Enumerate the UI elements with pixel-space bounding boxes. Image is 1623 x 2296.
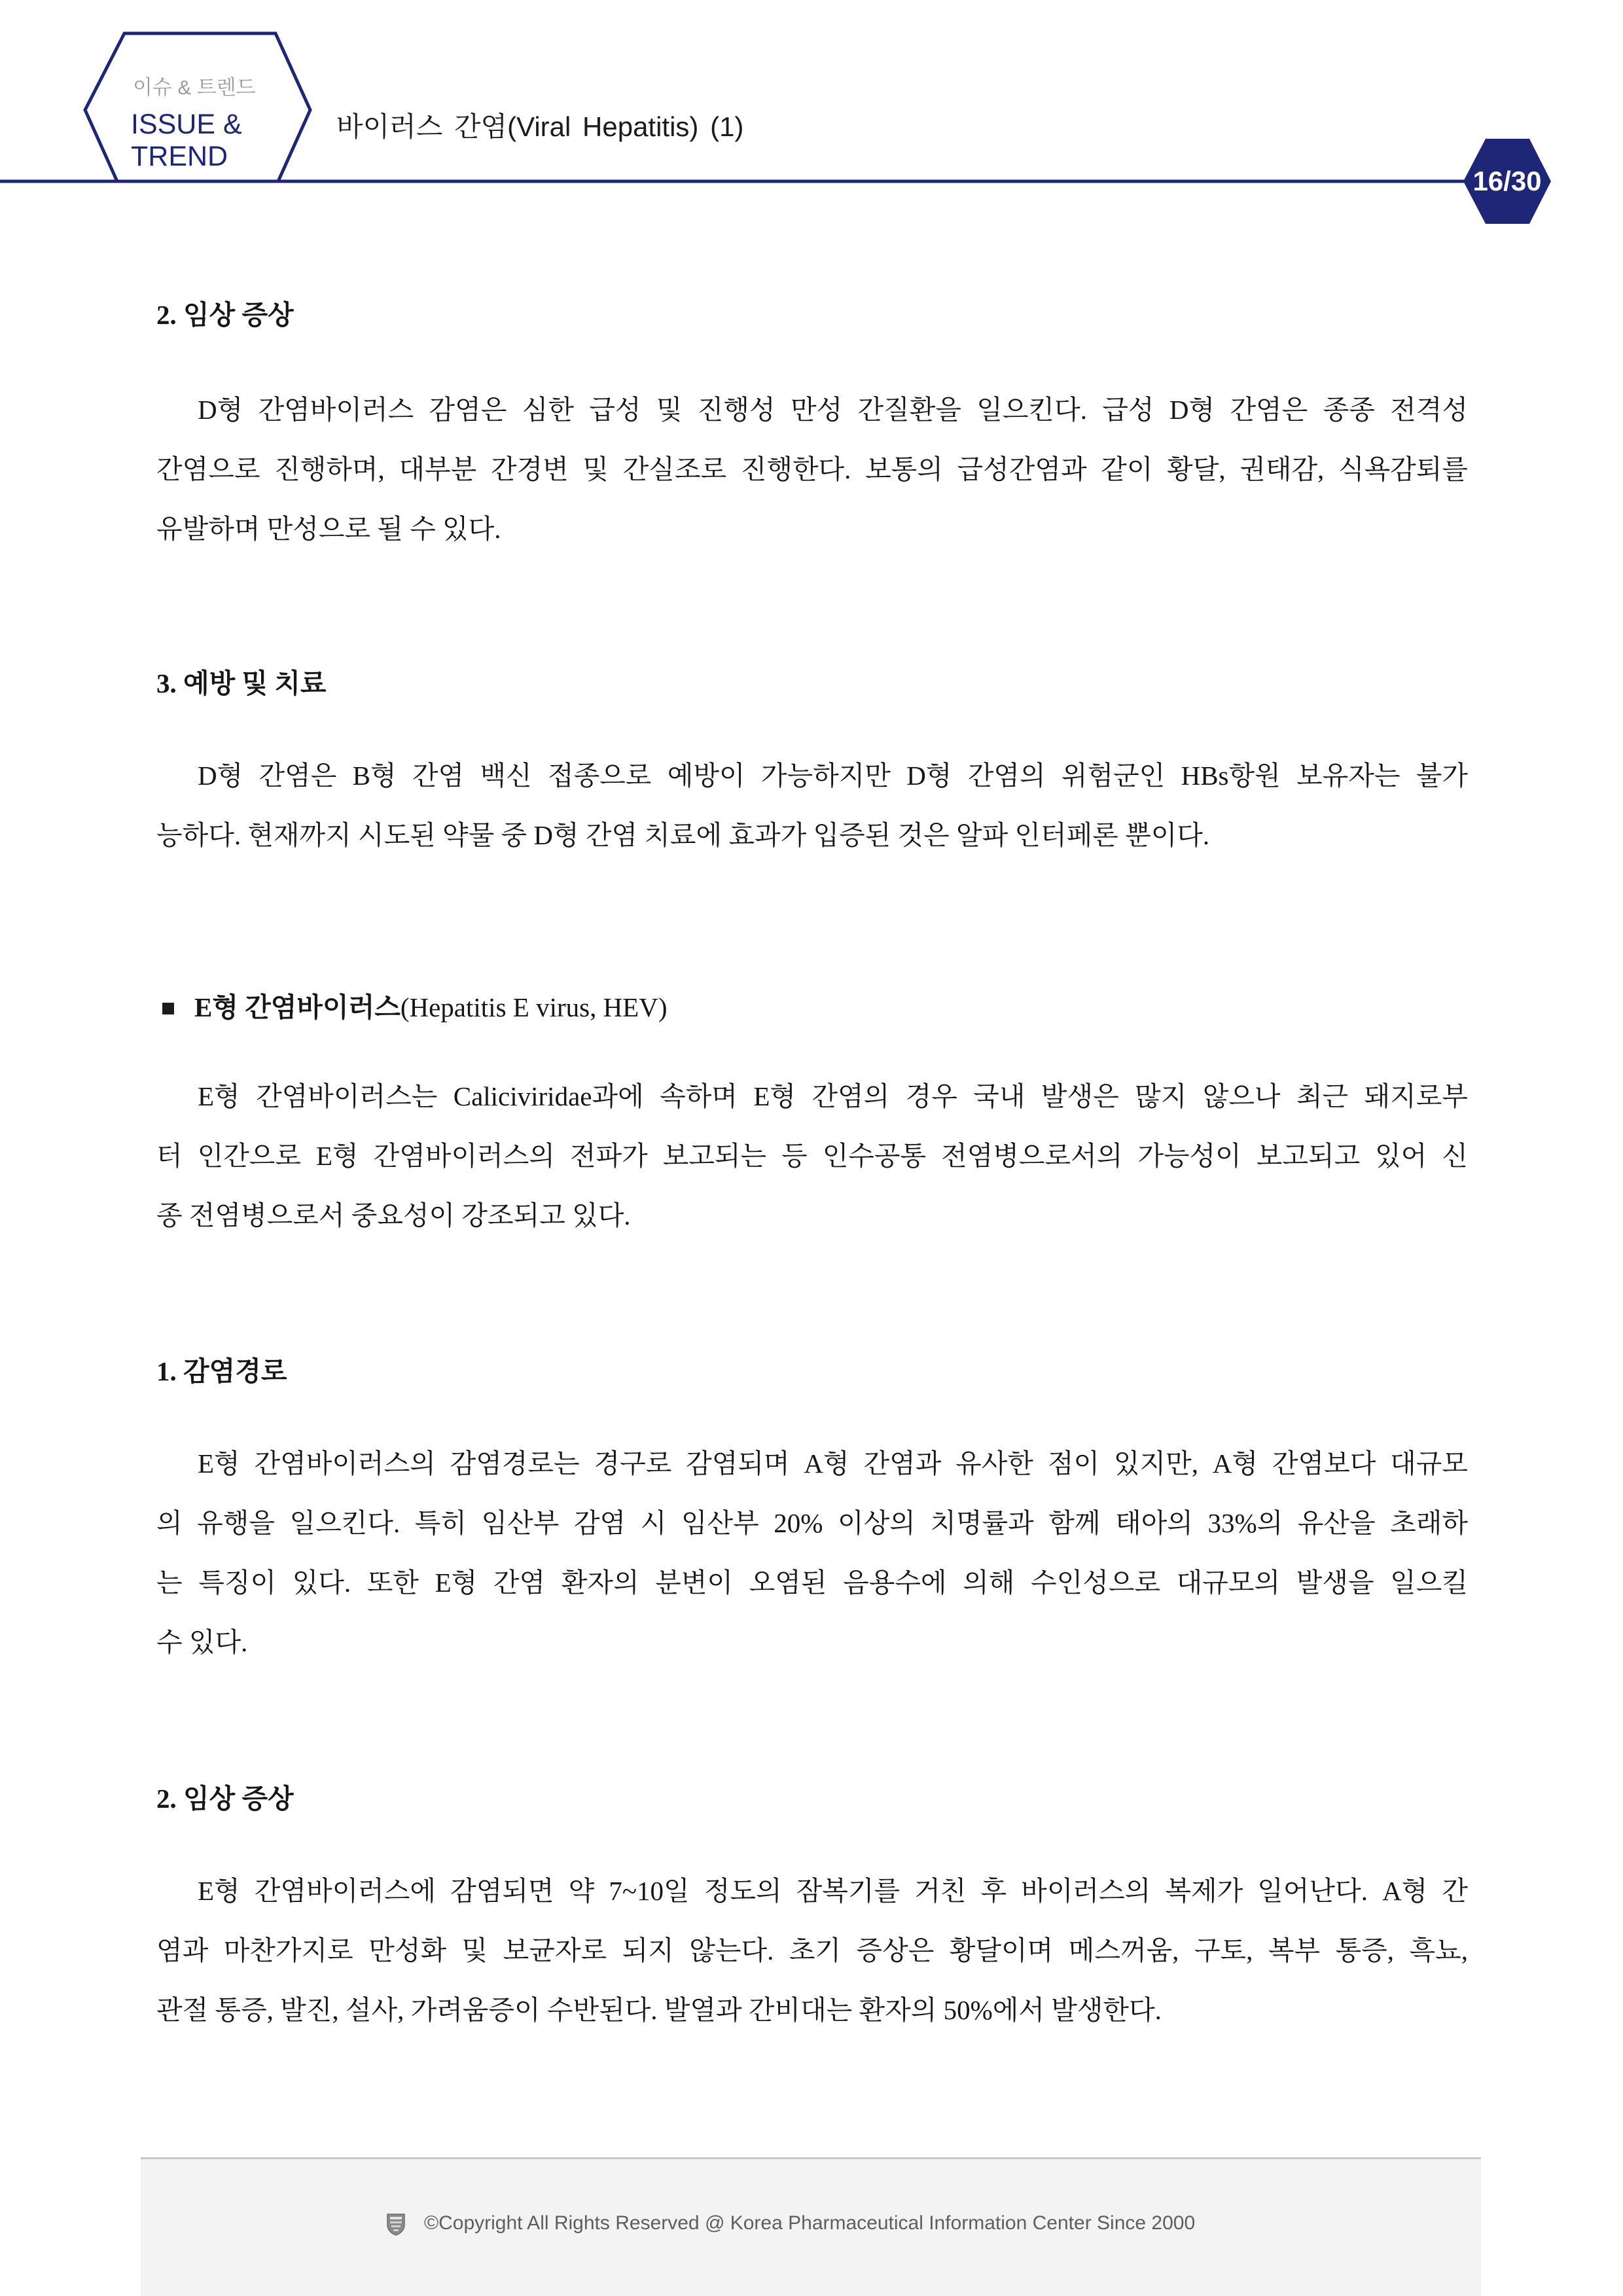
paragraph-line: 유발하며 만성으로 될 수 있다. — [156, 514, 501, 544]
paragraph-e-clinical-symptoms — [156, 1861, 1468, 2040]
paragraph-line: 수 있다. — [156, 1627, 248, 1657]
paragraph-line: 는 특징이 있다. 또한 E형 간염 환자의 분변이 오염된 음용수에 의해 수인성으로 대규모의 발생을 일으킬 — [156, 1568, 1468, 1598]
logo-trend-label: TREND — [131, 141, 228, 172]
paragraph-line: E형 간염바이러스의 감염경로는 경구로 감염되며 A형 간염과 유사한 점이 있지만, A형 간염보다 대규모 — [198, 1448, 1468, 1479]
kpic-crest-icon — [386, 2213, 406, 2236]
page-number: 16/30 — [1472, 166, 1542, 196]
document-title: 바이러스 간염(Viral Hepatitis) (1) — [336, 111, 744, 142]
square-bullet-icon — [162, 1003, 174, 1014]
section-heading-d-prevention-treatment: 3. 예방 및 치료 — [156, 668, 327, 698]
paragraph-line: E형 간염바이러스에 감염되면 약 7~10일 정도의 잠복기를 거친 후 바이러스의 복제가 일어난다. A형 간 — [198, 1876, 1468, 1906]
paragraph-line: 터 인간으로 E형 간염바이러스의 전파가 보고되는 등 인수공통 전염병으로서의 가능성이 보고되고 있어 신 — [156, 1141, 1468, 1171]
paragraph-line: 간염으로 진행하며, 대부분 간경변 및 간실조로 진행한다. 보통의 급성간염과 같이 황달, 권태감, 식욕감퇴를 — [156, 454, 1468, 484]
paragraph-line: 염과 마찬가지로 만성화 및 보균자로 되지 않는다. 초기 증상은 황달이며 메스꺼움, 구토, 복부 통증, 흑뇨, — [156, 1935, 1468, 1965]
logo-issue-label: ISSUE & — [131, 109, 242, 140]
section-heading-hev — [162, 978, 667, 1037]
paragraph-d-clinical-symptoms — [156, 380, 1468, 559]
hev-heading-latin-name: (Hepatitis E virus, HEV) — [400, 992, 668, 1022]
paragraph-line: E형 간염바이러스는 Caliciviridae과에 속하며 E형 간염의 경우 국내 발생은 많지 않으나 최근 돼지로부 — [198, 1081, 1468, 1111]
header-graphics — [0, 0, 1623, 262]
paragraph-d-prevention-treatment — [156, 746, 1468, 865]
section-heading-e-transmission-route: 1. 감염경로 — [156, 1356, 287, 1386]
paragraph-line: D형 간염은 B형 간염 백신 접종으로 예방이 가능하지만 D형 간염의 위험군인 HBs항원 보유자는 불가 — [198, 761, 1468, 791]
paragraph-line: 능하다. 현재까지 시도된 약물 중 D형 간염 치료에 효과가 입증된 것은 알파 인터페론 뿐이다. — [156, 820, 1210, 850]
paragraph-line: 의 유행을 일으킨다. 특히 임산부 감염 시 임산부 20% 이상의 치명률과 함께 태아의 33%의 유산을 초래하 — [156, 1508, 1468, 1538]
paragraph-line: 종 전염병으로서 중요성이 강조되고 있다. — [156, 1200, 631, 1230]
paragraph-line: D형 간염바이러스 감염은 심한 급성 및 진행성 만성 간질환을 일으킨다. 급성 D형 간염은 종종 전격성 — [198, 395, 1468, 425]
page-footer — [141, 2157, 1481, 2296]
section-heading-d-clinical-symptoms: 2. 임상 증상 — [156, 300, 294, 330]
paragraph-hev-overview — [156, 1067, 1468, 1246]
section-heading-e-clinical-symptoms: 2. 임상 증상 — [156, 1784, 294, 1814]
copyright-text: ©Copyright All Rights Reserved @ Korea Pharmaceutical Information Center Since 2000 — [424, 2212, 1196, 2234]
hev-heading-title: E형 간염바이러스 — [194, 992, 401, 1022]
paragraph-e-transmission-route — [156, 1434, 1468, 1672]
paragraph-line: 관절 통증, 발진, 설사, 가려움증이 수반된다. 발열과 간비대는 환자의 50%에서 발생한다. — [156, 1995, 1162, 2025]
logo-korean-label: 이슈 & 트렌드 — [133, 76, 256, 99]
